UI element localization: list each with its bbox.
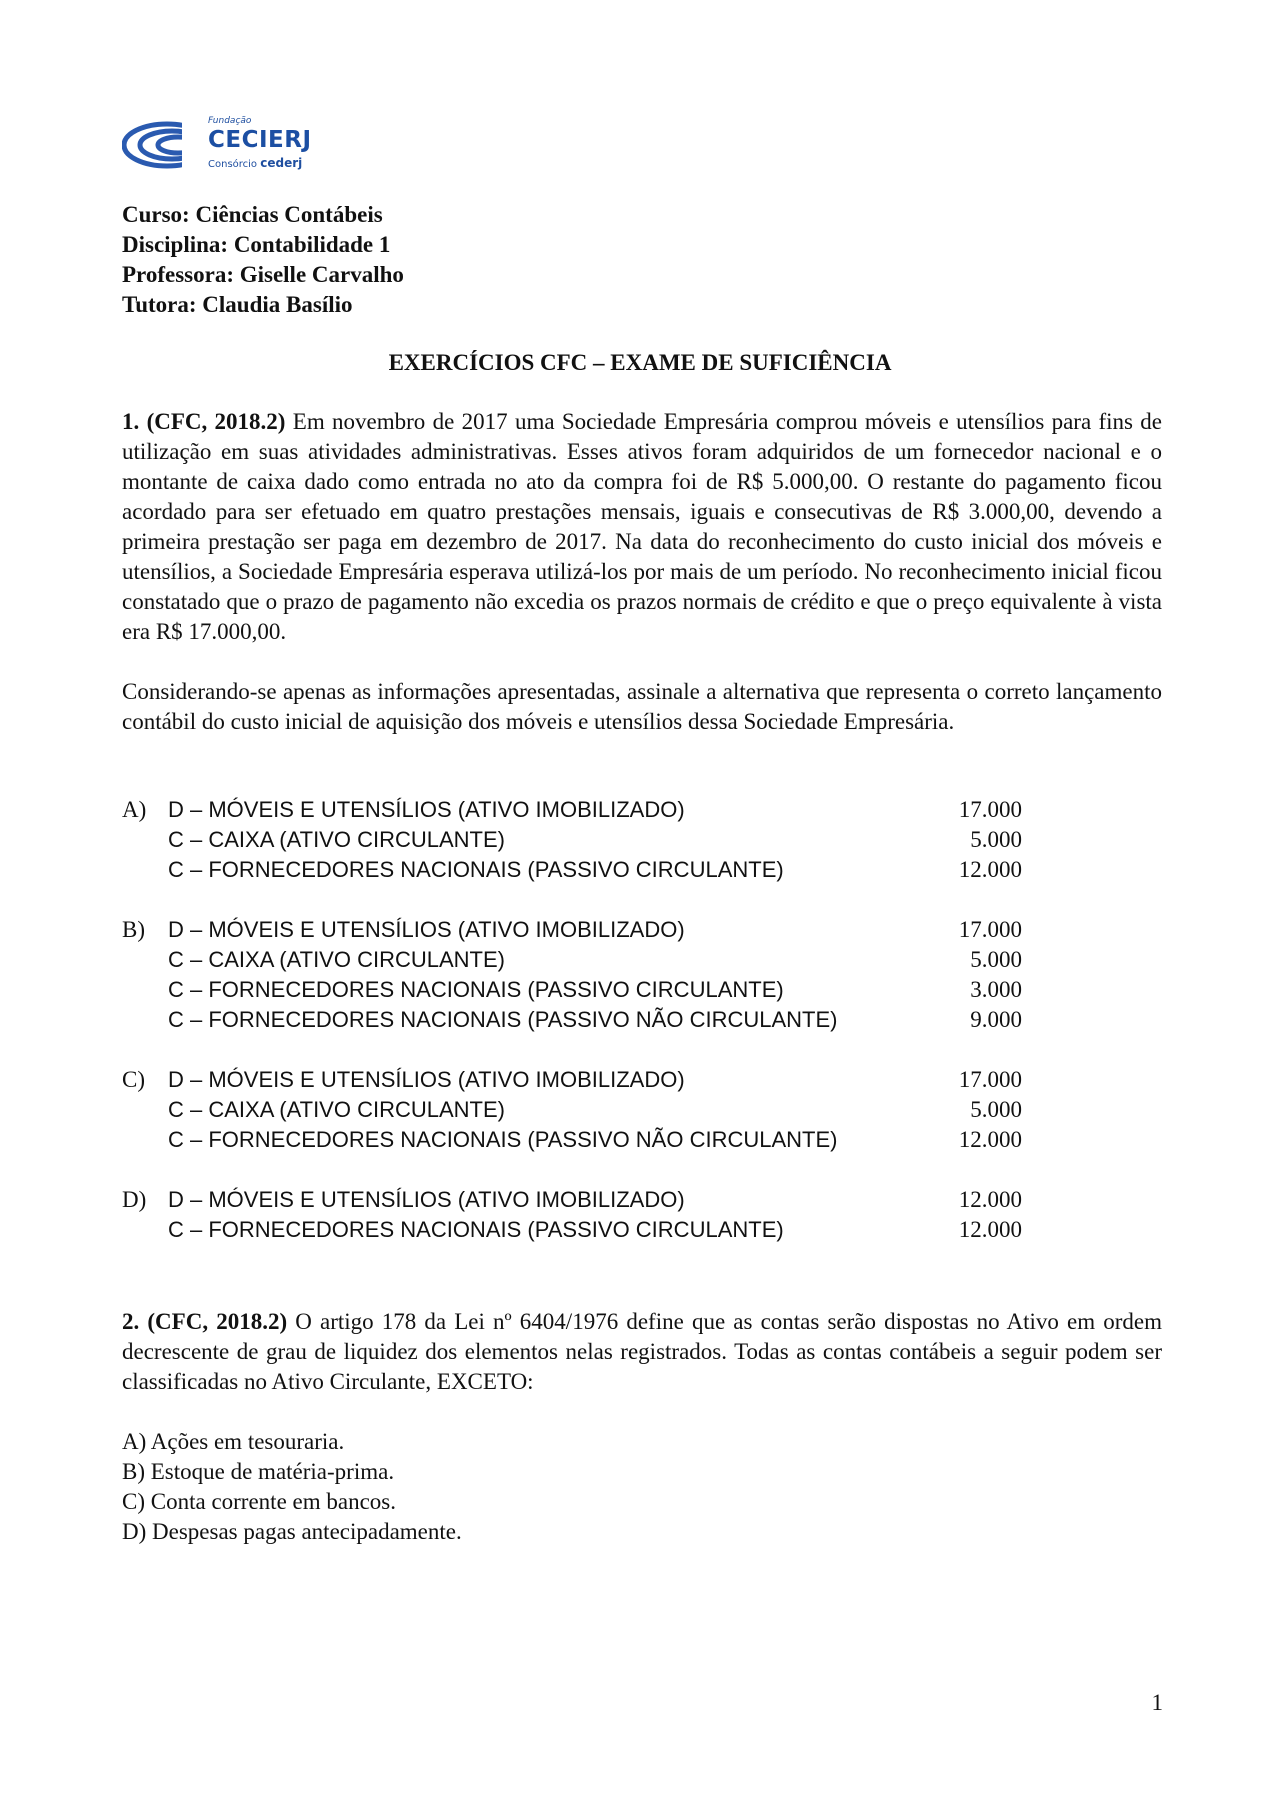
account-entry: C – FORNECEDORES NACIONAIS (PASSIVO CIRCULANTE) <box>168 1217 784 1242</box>
option-c: C) Conta corrente em bancos. <box>122 1489 396 1514</box>
entry-value: 12.000 <box>958 1217 1022 1242</box>
logo-sub-text <box>208 156 302 170</box>
account-entry: D – MÓVEIS E UTENSÍLIOS (ATIVO IMOBILIZADO) <box>168 1067 685 1092</box>
entry-value: 12.000 <box>958 1127 1022 1152</box>
option-c <box>122 1065 1022 1155</box>
question-1-body: Em novembro de 2017 uma Sociedade Empresária comprou móveis e utensílios para fins de utilização em suas atividades administrativas. Esses ativos foram adquiridos de um fornecedor nacional e o montante de caixa dado como entrada no ato da compra foi de R$ 5.000,00. O restante do pagamento ficou acordado para ser efetuado em quatro prestações mensais, iguais e consecutivas de R$ 3.000,00, devendo a primeira prestação ser paga em dezembro de 2017. Na data do reconhecimento do custo inicial dos móveis e utensílios, a Sociedade Empresária esperava utilizá-los por mais de um período. No reconhecimento inicial ficou constatado que o prazo de pagamento não excedia os prazos normais de crédito e que o preço equivalente à vista era R$ 17.000,00. <box>122 409 1163 644</box>
logo-main-text: CECIERJ <box>208 127 312 153</box>
entry-value: 12.000 <box>958 1187 1022 1212</box>
page-title: EXERCÍCIOS CFC – EXAME DE SUFICIÊNCIA <box>388 350 892 375</box>
entry-value: 9.000 <box>970 1007 1022 1032</box>
option-b <box>122 915 1022 1035</box>
option-d: D) Despesas pagas antecipadamente. <box>122 1519 462 1544</box>
entry-value: 17.000 <box>958 1067 1022 1092</box>
question-1-number: 1. (CFC, 2018.2) <box>122 409 286 434</box>
option-a: A) Ações em tesouraria. <box>122 1429 345 1454</box>
account-entry: C – FORNECEDORES NACIONAIS (PASSIVO CIRCULANTE) <box>168 857 784 882</box>
entry-value: 3.000 <box>970 977 1022 1002</box>
account-entry: C – CAIXA (ATIVO CIRCULANTE) <box>168 1097 505 1122</box>
account-entry: C – FORNECEDORES NACIONAIS (PASSIVO CIRCULANTE) <box>168 977 784 1002</box>
entry-value: 12.000 <box>958 857 1022 882</box>
question-2-options <box>122 1427 1162 1547</box>
entry-value: 5.000 <box>970 827 1022 852</box>
tutor-line: Tutora: Claudia Basílio <box>122 292 353 317</box>
account-entry: C – CAIXA (ATIVO CIRCULANTE) <box>168 827 505 852</box>
cecierj-logo <box>122 116 357 176</box>
option-d <box>122 1185 1022 1245</box>
question-2-body: O artigo 178 da Lei nº 6404/1976 define que as contas serão dispostas no Ativo em ordem decrescente de grau de liquidez dos elementos nelas registrados. Todas as contas contábeis a seguir podem ser classificadas no Ativo Circulante, EXCETO: <box>122 1309 1162 1394</box>
logo-sub-brand: cederj <box>260 156 303 170</box>
entry-value: 17.000 <box>958 917 1022 942</box>
account-entry: D – MÓVEIS E UTENSÍLIOS (ATIVO IMOBILIZADO) <box>168 917 685 942</box>
course-header <box>122 200 1162 320</box>
option-letter: D) <box>122 1187 147 1212</box>
account-entry: D – MÓVEIS E UTENSÍLIOS (ATIVO IMOBILIZADO) <box>168 1187 685 1212</box>
option-letter: C) <box>122 1067 145 1092</box>
option-letter: A) <box>122 797 147 822</box>
logo-top-text: Fundação <box>208 116 252 126</box>
account-entry: C – CAIXA (ATIVO CIRCULANTE) <box>168 947 505 972</box>
question-2-text <box>122 1307 1162 1397</box>
option-letter: B) <box>122 917 145 942</box>
logo-sub-prefix: Consórcio <box>208 159 258 170</box>
entry-value: 17.000 <box>958 797 1022 822</box>
account-entry: C – FORNECEDORES NACIONAIS (PASSIVO NÃO CIRCULANTE) <box>168 1007 838 1032</box>
entry-value: 5.000 <box>970 947 1022 972</box>
course-line: Curso: Ciências Contábeis <box>122 202 383 227</box>
account-entry: D – MÓVEIS E UTENSÍLIOS (ATIVO IMOBILIZADO) <box>168 797 685 822</box>
question-1-prompt: Considerando-se apenas as informações apresentadas, assinale a alternativa que representa o correto lançamento contábil do custo inicial de aquisição dos móveis e utensílios dessa Sociedade Empresária. <box>122 679 1162 734</box>
account-entry: C – FORNECEDORES NACIONAIS (PASSIVO NÃO CIRCULANTE) <box>168 1127 838 1152</box>
option-a <box>122 795 1022 885</box>
professor-line: Professora: Giselle Carvalho <box>122 262 404 287</box>
option-b: B) Estoque de matéria-prima. <box>122 1459 395 1484</box>
discipline-line: Disciplina: Contabilidade 1 <box>122 232 391 257</box>
entry-value: 5.000 <box>970 1097 1022 1122</box>
swoosh-logo-icon <box>122 120 212 170</box>
question-2-number: 2. (CFC, 2018.2) <box>122 1309 288 1334</box>
question-1-text <box>122 407 1162 647</box>
page-number: 1 <box>1151 1690 1163 1715</box>
